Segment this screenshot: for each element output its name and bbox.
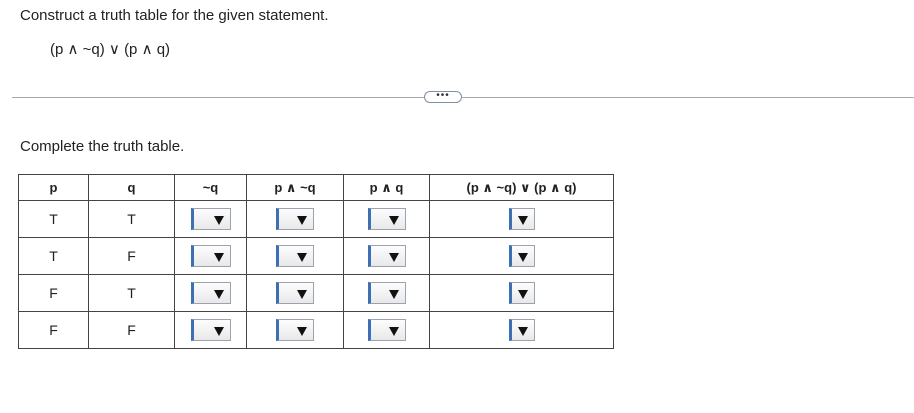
full-statement-dropdown[interactable]	[509, 208, 535, 230]
cell-p: F	[19, 275, 89, 312]
cell-q: T	[89, 201, 175, 238]
cell-q: T	[89, 275, 175, 312]
more-options-button[interactable]: •••	[424, 91, 462, 103]
question-instruction: Construct a truth table for the given statement.	[20, 7, 329, 24]
header-p-and-not-q: p ∧ ~q	[247, 175, 344, 201]
p-and-q-dropdown[interactable]	[368, 282, 406, 304]
header-p-and-q: p ∧ q	[344, 175, 430, 201]
table-row	[19, 238, 614, 275]
subheading: Complete the truth table.	[20, 138, 185, 155]
p-and-q-dropdown[interactable]	[368, 245, 406, 267]
p-and-not-q-dropdown[interactable]	[276, 282, 314, 304]
dropdown-arrow-icon	[214, 290, 224, 299]
logic-statement: (p ∧ ~q) ∨ (p ∧ q)	[50, 41, 171, 58]
dropdown-arrow-icon	[297, 216, 307, 225]
p-and-not-q-dropdown[interactable]	[276, 245, 314, 267]
dropdown-arrow-icon	[518, 327, 528, 336]
truth-table	[18, 174, 614, 349]
p-and-q-dropdown[interactable]	[368, 319, 406, 341]
dropdown-arrow-icon	[389, 290, 399, 299]
dropdown-arrow-icon	[389, 327, 399, 336]
dropdown-arrow-icon	[297, 253, 307, 262]
dropdown-arrow-icon	[389, 253, 399, 262]
dropdown-arrow-icon	[214, 327, 224, 336]
table-row	[19, 312, 614, 349]
full-statement-dropdown[interactable]	[509, 282, 535, 304]
not-q-dropdown[interactable]	[191, 282, 231, 304]
table-row	[19, 201, 614, 238]
full-statement-dropdown[interactable]	[509, 319, 535, 341]
dropdown-arrow-icon	[518, 216, 528, 225]
cell-p: T	[19, 201, 89, 238]
full-statement-dropdown[interactable]	[509, 245, 535, 267]
cell-q: F	[89, 238, 175, 275]
p-and-not-q-dropdown[interactable]	[276, 319, 314, 341]
header-full-statement: (p ∧ ~q) ∨ (p ∧ q)	[430, 175, 614, 201]
header-q: q	[89, 175, 175, 201]
cell-p: T	[19, 238, 89, 275]
dropdown-arrow-icon	[389, 216, 399, 225]
dropdown-arrow-icon	[214, 253, 224, 262]
dropdown-arrow-icon	[297, 290, 307, 299]
table-row	[19, 275, 614, 312]
dropdown-arrow-icon	[214, 216, 224, 225]
header-row	[19, 175, 614, 201]
dropdown-arrow-icon	[518, 253, 528, 262]
dropdown-arrow-icon	[297, 327, 307, 336]
not-q-dropdown[interactable]	[191, 208, 231, 230]
cell-q: F	[89, 312, 175, 349]
header-p: p	[19, 175, 89, 201]
header-not-q: ~q	[175, 175, 247, 201]
section-divider	[12, 97, 914, 98]
p-and-q-dropdown[interactable]	[368, 208, 406, 230]
cell-p: F	[19, 312, 89, 349]
dropdown-arrow-icon	[518, 290, 528, 299]
not-q-dropdown[interactable]	[191, 319, 231, 341]
not-q-dropdown[interactable]	[191, 245, 231, 267]
p-and-not-q-dropdown[interactable]	[276, 208, 314, 230]
